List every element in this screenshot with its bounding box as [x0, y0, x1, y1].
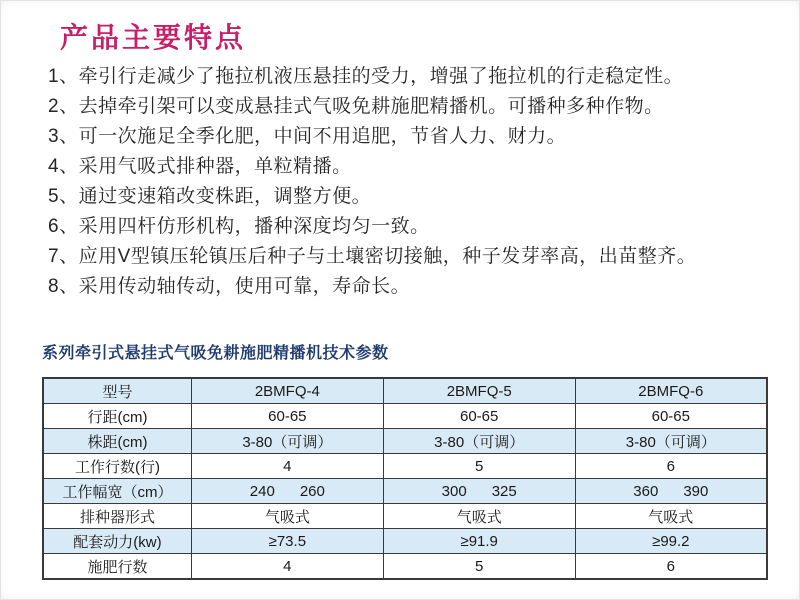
row-label-cell: 配套动力(kw) [43, 529, 191, 554]
table-row [43, 454, 767, 479]
spec-table [42, 377, 768, 580]
value-cell: 4 [191, 454, 383, 479]
value-cell: ≥99.2 [575, 529, 767, 554]
value-cell: 气吸式 [575, 504, 767, 529]
feature-item: 4、采用气吸式排种器，单粒精播。 [48, 156, 352, 177]
table-row [43, 504, 767, 529]
value-cell: 3-80（可调） [383, 429, 575, 454]
feature-item: 6、采用四杆仿形机构，播种深度均匀一致。 [48, 216, 430, 237]
page-title: 产品主要特点 [60, 21, 247, 54]
value-cell: 4 [191, 554, 383, 580]
row-label-cell: 行距(cm) [43, 404, 191, 429]
feature-item: 1、牵引行走减少了拖拉机液压悬挂的受力，增强了拖拉机的行走稳定性。 [48, 66, 684, 87]
feature-item: 3、可一次施足全季化肥，中间不用追肥，节省人力、财力。 [48, 126, 567, 147]
feature-item: 7、应用V型镇压轮镇压后种子与土壤密切接触，种子发芽率高，出苗整齐。 [48, 246, 697, 267]
value-cell: 气吸式 [191, 504, 383, 529]
row-label-cell: 株距(cm) [43, 429, 191, 454]
value-cell: 60-65 [383, 404, 575, 429]
value-cell: 360 390 [575, 479, 767, 504]
table-header-row [43, 378, 767, 404]
value-cell: ≥73.5 [191, 529, 383, 554]
value-cell: 60-65 [575, 404, 767, 429]
value-cell: 5 [383, 454, 575, 479]
value-cell: 气吸式 [383, 504, 575, 529]
value-cell: 3-80（可调） [191, 429, 383, 454]
value-cell: 6 [575, 454, 767, 479]
table-row [43, 529, 767, 554]
header-cell-model-3: 2BMFQ-6 [575, 378, 767, 404]
spec-table-title: 系列牵引式悬挂式气吸免耕施肥精播机技术参数 [42, 345, 389, 362]
table-row [43, 429, 767, 454]
value-cell: 5 [383, 554, 575, 580]
row-label-cell: 工作行数(行) [43, 454, 191, 479]
row-label-cell: 工作幅宽（cm） [43, 479, 191, 504]
header-cell-model-2: 2BMFQ-5 [383, 378, 575, 404]
feature-item: 2、去掉牵引架可以变成悬挂式气吸免耕施肥精播机。可播种多种作物。 [48, 96, 664, 117]
value-cell: 3-80（可调） [575, 429, 767, 454]
feature-list [48, 62, 758, 302]
value-cell: ≥91.9 [383, 529, 575, 554]
feature-item: 8、采用传动轴传动，使用可靠，寿命长。 [48, 276, 411, 297]
header-cell-model-1: 2BMFQ-4 [191, 378, 383, 404]
value-cell: 60-65 [191, 404, 383, 429]
header-cell-model: 型号 [43, 378, 191, 404]
feature-item: 5、通过变速箱改变株距，调整方便。 [48, 186, 372, 207]
value-cell: 300 325 [383, 479, 575, 504]
table-row [43, 554, 767, 580]
row-label-cell: 排种器形式 [43, 504, 191, 529]
value-cell: 240 260 [191, 479, 383, 504]
table-row [43, 479, 767, 504]
row-label-cell: 施肥行数 [43, 554, 191, 580]
table-row [43, 404, 767, 429]
value-cell: 6 [575, 554, 767, 580]
